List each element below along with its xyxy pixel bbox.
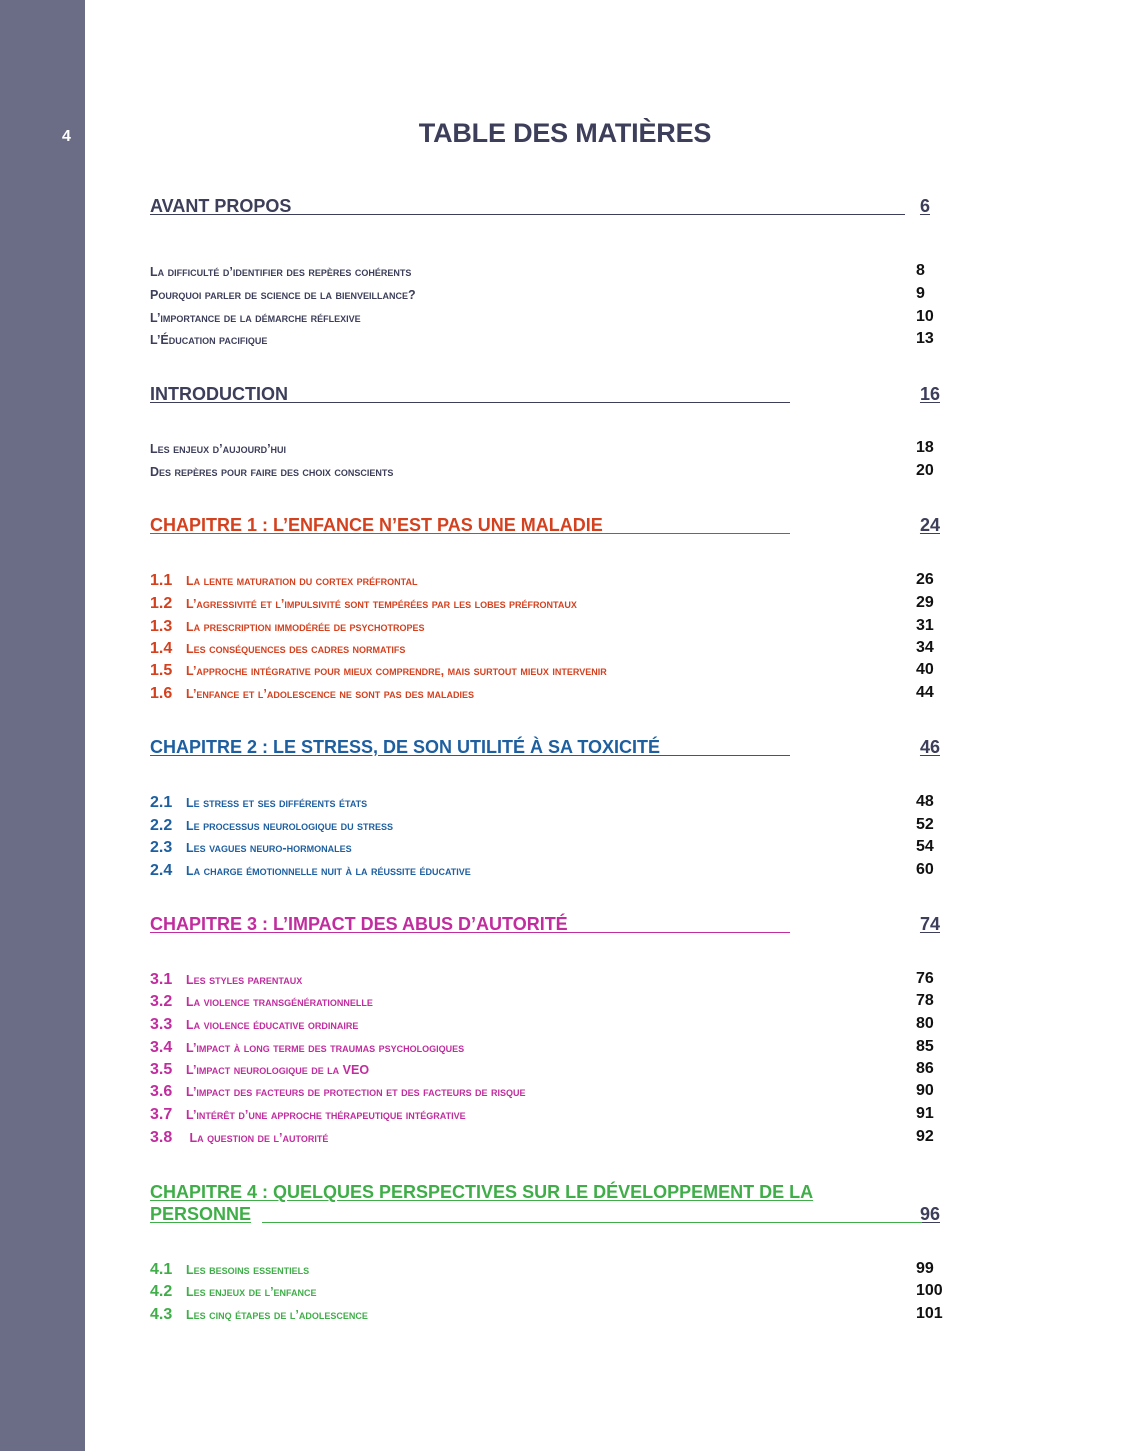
toc-entry-title: La lente maturation du cortex préfrontal — [186, 574, 418, 588]
toc-entry-page: 92 — [916, 1128, 934, 1145]
toc-entry-page: 90 — [916, 1082, 934, 1099]
leader-rule — [544, 755, 790, 756]
section-heading-title: PERSONNE — [150, 1204, 252, 1224]
toc-entry-number: 2.2 — [150, 817, 173, 834]
toc-entry[interactable] — [150, 1128, 950, 1148]
toc-entry-title: La charge émotionnelle nuit à la réussite éducative — [186, 864, 471, 878]
page-number: 4 — [62, 128, 71, 145]
toc-entry[interactable] — [150, 262, 950, 282]
toc-entry[interactable] — [150, 992, 950, 1012]
toc-entry-title: L’impact à long terme des traumas psychologiques — [186, 1041, 465, 1055]
section-heading-title: CHAPITRE 2 : LE STRESS, DE SON UTILITÉ À SA TOXICITÉ — [150, 737, 661, 757]
section-heading[interactable] — [150, 514, 940, 536]
section-heading[interactable] — [150, 736, 940, 758]
toc-entry-title: Le processus neurologique du stress — [186, 819, 394, 833]
toc-entry-page: 13 — [916, 330, 934, 347]
section-heading[interactable] — [150, 195, 940, 217]
toc-entry-title: La question de l’autorité — [186, 1131, 329, 1145]
toc-entry[interactable] — [150, 571, 950, 591]
toc-entry-number: 1.6 — [150, 685, 173, 702]
toc-entry-page: 8 — [916, 262, 925, 279]
toc-entry-page: 31 — [916, 617, 934, 634]
toc-entry[interactable] — [150, 816, 950, 836]
toc-entry-page: 60 — [916, 861, 934, 878]
toc-entry-number: 2.1 — [150, 794, 173, 811]
toc-entry-page: 54 — [916, 838, 934, 855]
toc-entry[interactable] — [150, 1038, 950, 1058]
toc-entry[interactable] — [150, 1282, 950, 1302]
toc-entry-title: Les cinq étapes de l’adolescence — [186, 1308, 368, 1322]
toc-entry-number: 3.6 — [150, 1083, 173, 1100]
section-page-number: 24 — [919, 515, 940, 535]
toc-entry-page: 48 — [916, 793, 934, 810]
toc-entry-number: 4.3 — [150, 1306, 173, 1323]
toc-entry-number: 1.5 — [150, 662, 173, 679]
toc-entry-page: 101 — [916, 1305, 943, 1322]
toc-entry-title: L’agressivité et l’impulsivité sont tempérées par les lobes préfrontaux — [186, 597, 577, 611]
section-page-number: 96 — [919, 1204, 940, 1224]
toc-entry[interactable] — [150, 1305, 950, 1325]
section-heading[interactable] — [150, 383, 940, 405]
toc-entry-title: L’approche intégrative pour mieux comprendre, mais surtout mieux intervenir — [186, 664, 607, 678]
section-heading-title: INTRODUCTION — [150, 384, 288, 404]
toc-entry[interactable] — [150, 308, 950, 328]
toc-entry-title: Les vagues neuro-hormonales — [186, 841, 352, 855]
page-title: TABLE DES MATIÈRES — [418, 118, 712, 148]
toc-entry[interactable] — [150, 838, 950, 858]
toc-entry-title: L’impact neurologique de la VEO — [186, 1063, 370, 1077]
toc-entry-title: Le stress et ses différents états — [186, 796, 368, 810]
toc-entry[interactable] — [150, 1260, 950, 1280]
toc-entry-title: Les enjeux d’aujourd’hui — [150, 442, 287, 456]
toc-entry-number: 2.4 — [150, 862, 173, 879]
toc-entry-page: 100 — [916, 1282, 943, 1299]
toc-entry[interactable] — [150, 594, 950, 614]
toc-entry-page: 44 — [916, 684, 934, 701]
toc-entry-title: Les conséquences des cadres normatifs — [186, 642, 406, 656]
toc-entry-number: 4.2 — [150, 1283, 173, 1300]
toc-entry-title: La violence transgénérationnelle — [186, 995, 373, 1009]
toc-entry-number: 3.3 — [150, 1016, 173, 1033]
section-heading-title: CHAPITRE 4 : QUELQUES PERSPECTIVES SUR LE DÉVELOPPEMENT DE LA — [150, 1182, 814, 1202]
section-heading[interactable] — [150, 913, 940, 935]
section-heading-title: CHAPITRE 1 : L’ENFANCE N’EST PAS UNE MALADIE — [150, 515, 603, 535]
toc-entry-page: 80 — [916, 1015, 934, 1032]
toc-entry[interactable] — [150, 462, 950, 482]
toc-entry-page: 91 — [916, 1105, 934, 1122]
toc-entry-title: La difficulté d’identifier des repères cohérents — [150, 265, 412, 279]
toc-entry-page: 40 — [916, 661, 934, 678]
toc-entry[interactable] — [150, 1105, 950, 1125]
toc-entry[interactable] — [150, 1082, 950, 1102]
toc-entry-number: 1.3 — [150, 618, 173, 635]
toc-entry-number: 4.1 — [150, 1261, 173, 1278]
toc-entry[interactable] — [150, 793, 950, 813]
toc-entry-number: 3.5 — [150, 1061, 173, 1078]
toc-entry[interactable] — [150, 1060, 950, 1080]
toc-entry-number: 2.3 — [150, 839, 173, 856]
leader-rule — [153, 214, 905, 215]
section-page-number: 46 — [919, 737, 940, 757]
toc-entry-title: L’impact des facteurs de protection et des facteurs de risque — [186, 1085, 526, 1099]
toc-entry-page: 99 — [916, 1260, 934, 1277]
toc-entry-number: 3.2 — [150, 993, 173, 1010]
toc-entry-number: 1.4 — [150, 640, 173, 657]
toc-entry-title: La violence éducative ordinaire — [186, 1018, 359, 1032]
leader-rule — [262, 1222, 922, 1223]
toc-entry-number: 3.4 — [150, 1039, 173, 1056]
toc-entry-number: 1.2 — [150, 595, 173, 612]
toc-entry-number: 3.1 — [150, 971, 173, 988]
toc-entry-page: 29 — [916, 594, 934, 611]
section-heading-title: AVANT PROPOS — [150, 196, 292, 216]
toc-entry-page: 26 — [916, 571, 934, 588]
toc-entry-title: L’intérêt d’une approche thérapeutique intégrative — [186, 1108, 466, 1122]
toc-entry[interactable] — [150, 1015, 950, 1035]
section-page-number: 16 — [919, 384, 940, 404]
toc-entry-number: 3.8 — [150, 1129, 173, 1146]
toc-entry-page: 9 — [916, 285, 925, 302]
leader-rule — [708, 1200, 765, 1201]
toc-entry[interactable] — [150, 330, 950, 350]
toc-entry[interactable] — [150, 639, 950, 659]
toc-entry-page: 20 — [916, 462, 934, 479]
toc-entry-title: L’Éducation pacifique — [150, 333, 268, 347]
toc-entry[interactable] — [150, 684, 950, 704]
toc-entry[interactable] — [150, 285, 950, 305]
toc-entry-page: 76 — [916, 970, 934, 987]
leader-rule — [455, 932, 790, 933]
toc-entry-number: 3.7 — [150, 1106, 173, 1123]
toc-entry-page: 86 — [916, 1060, 934, 1077]
toc-entry-number: 1.1 — [150, 572, 173, 589]
leader-rule — [166, 402, 790, 403]
toc-entry-title: L’enfance et l’adolescence ne sont pas des maladies — [186, 687, 475, 701]
section-heading-line2[interactable] — [150, 1203, 940, 1225]
toc-entry-title: Les besoins essentiels — [186, 1263, 310, 1277]
section-page-number: 6 — [919, 196, 930, 216]
toc-entry-title: La prescription immodérée de psychotropes — [186, 620, 425, 634]
toc-entry-title: L’importance de la démarche réflexive — [150, 311, 361, 325]
toc-entry[interactable] — [150, 439, 950, 459]
toc-entry-page: 34 — [916, 639, 934, 656]
toc-entry-page: 85 — [916, 1038, 934, 1055]
toc-entry-title: Des repères pour faire des choix conscients — [150, 465, 394, 479]
toc-entry-title: Les styles parentaux — [186, 973, 303, 987]
leader-rule — [496, 533, 790, 534]
toc-entry[interactable] — [150, 617, 950, 637]
toc-entry-title: Les enjeux de l’enfance — [186, 1285, 317, 1299]
toc-entry[interactable] — [150, 861, 950, 881]
toc-entry-page: 18 — [916, 439, 934, 456]
toc-entry-page: 10 — [916, 308, 934, 325]
toc-entry-title: Pourquoi parler de science de la bienveillance? — [150, 288, 416, 302]
toc-entry[interactable] — [150, 970, 950, 990]
toc-entry-page: 52 — [916, 816, 934, 833]
toc-entry[interactable] — [150, 661, 950, 681]
toc-entry-page: 78 — [916, 992, 934, 1009]
section-heading-title: CHAPITRE 3 : L’IMPACT DES ABUS D’AUTORITÉ — [150, 914, 568, 934]
section-page-number: 74 — [919, 914, 940, 934]
